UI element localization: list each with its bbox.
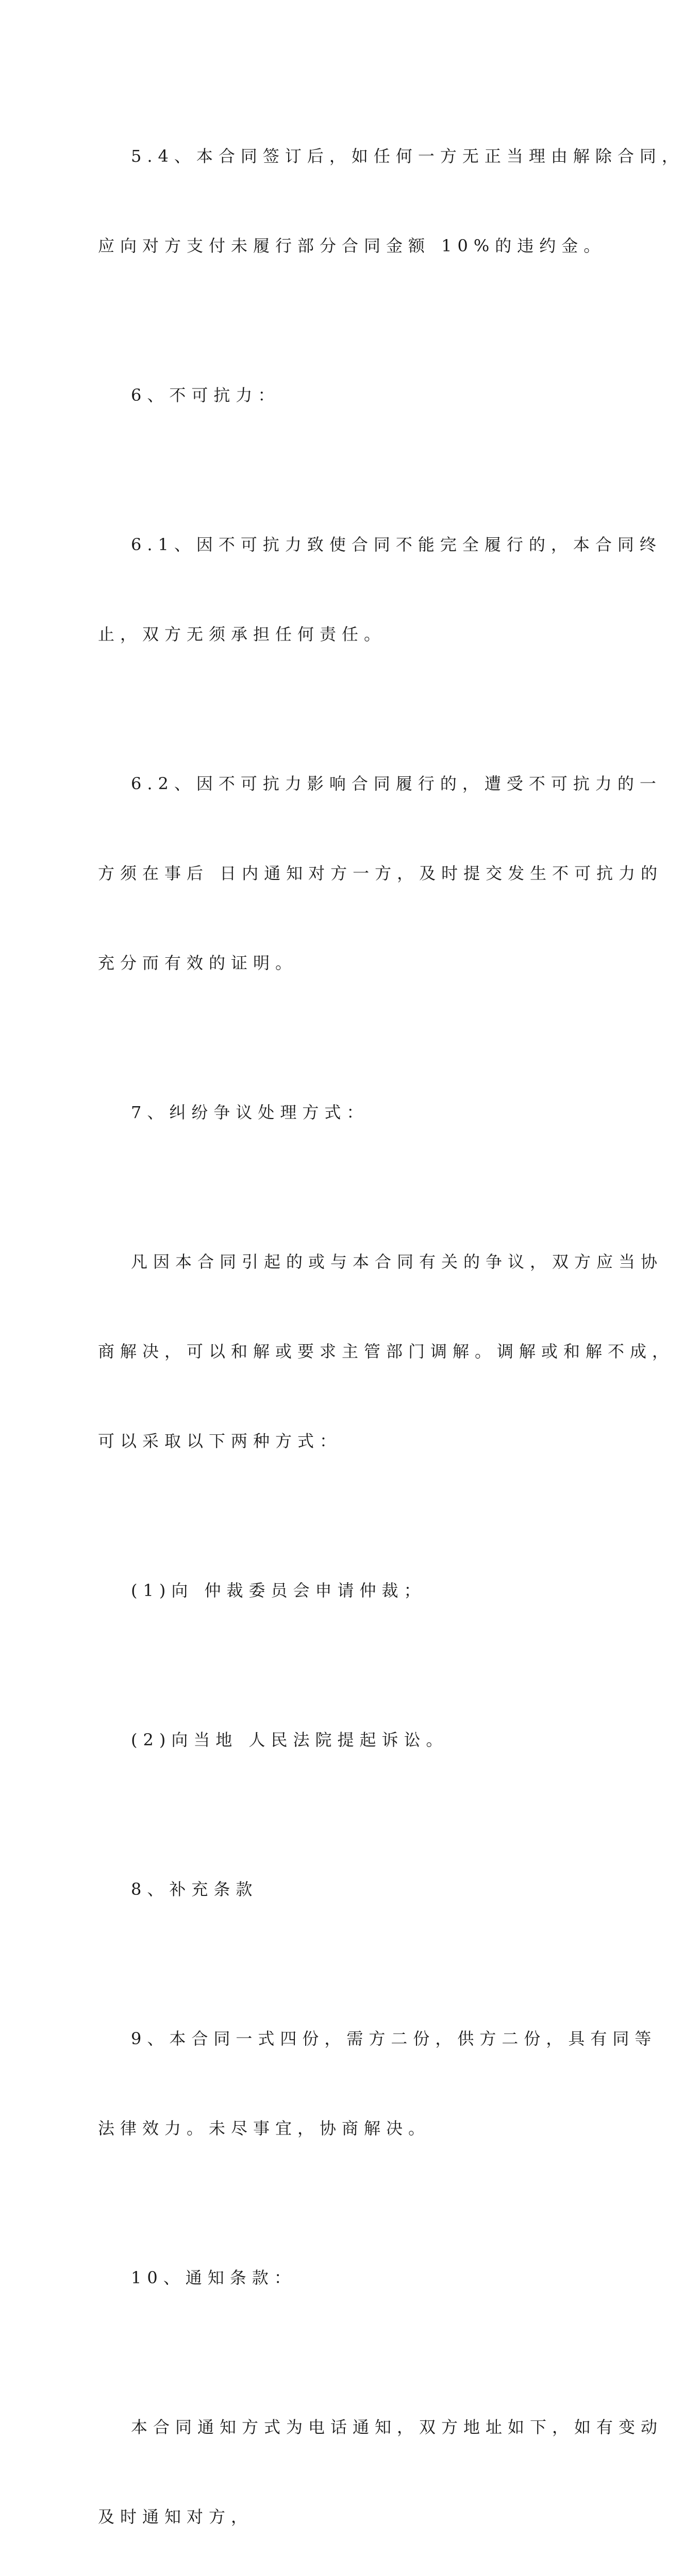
clause-10-heading — [98, 2203, 552, 2352]
clause-8-heading — [98, 1815, 552, 1964]
clause-7-heading — [98, 1038, 552, 1187]
clause-10-body — [98, 2352, 663, 2576]
clause-line: 本合同通知方式为电话通知，双方地址如下，如有变动 — [131, 2417, 663, 2437]
clause-line: 商解决，可以和解或要求主管部门调解。调解或和解不成， — [98, 1342, 675, 1361]
clause-line: 应向对方支付未履行部分合同金额 10%的违约金。 — [98, 236, 606, 256]
clause-9 — [98, 1964, 657, 2203]
clause-line: 6、不可抗力： — [131, 385, 280, 405]
clause-7-option-2 — [98, 1665, 552, 1815]
clause-line: 10、通知条款： — [131, 2268, 296, 2287]
clause-line: 法律效力。未尽事宜，协商解决。 — [98, 2119, 431, 2138]
clause-line: 6.1、因不可抗力致使合同不能完全履行的，本合同终 — [131, 535, 662, 554]
clause-line: 可以采取以下两种方式： — [98, 1431, 342, 1451]
clause-line: 凡因本合同引起的或与本合同有关的争议，双方应当协 — [131, 1252, 663, 1272]
clause-line: 9、本合同一式四份，需方二份，供方二份，具有同等 — [131, 2029, 657, 2048]
clause-line: 止，双方无须承担任何责任。 — [98, 624, 387, 644]
clause-7-option-1 — [98, 1516, 552, 1665]
clause-line: 6.2、因不可抗力影响合同履行的，遭受不可抗力的一 — [131, 774, 662, 793]
clause-6-2 — [98, 709, 663, 1038]
clause-7-body — [98, 1187, 675, 1516]
clause-line: (2)向当地 人民法院提起诉讼。 — [131, 1730, 448, 1750]
clause-line: 8、补充条款 — [131, 1879, 258, 1899]
clause-6-heading — [98, 320, 552, 470]
clause-line: 方须在事后 日内通知对方一方，及时提交发生不可抗力的 — [98, 863, 663, 883]
clause-line: 5.4、本合同签订后，如任何一方无正当理由解除合同， — [131, 146, 684, 166]
clause-line: 充分而有效的证明。 — [98, 953, 298, 973]
clause-6-1 — [98, 470, 662, 709]
document-body — [98, 81, 684, 2576]
clause-5-4 — [98, 81, 684, 320]
clause-line: 及时通知对方， — [98, 2507, 254, 2527]
clause-line: (1)向 仲裁委员会申请仲裁； — [131, 1581, 426, 1600]
clause-line: 7、纠纷争议处理方式： — [131, 1103, 369, 1122]
